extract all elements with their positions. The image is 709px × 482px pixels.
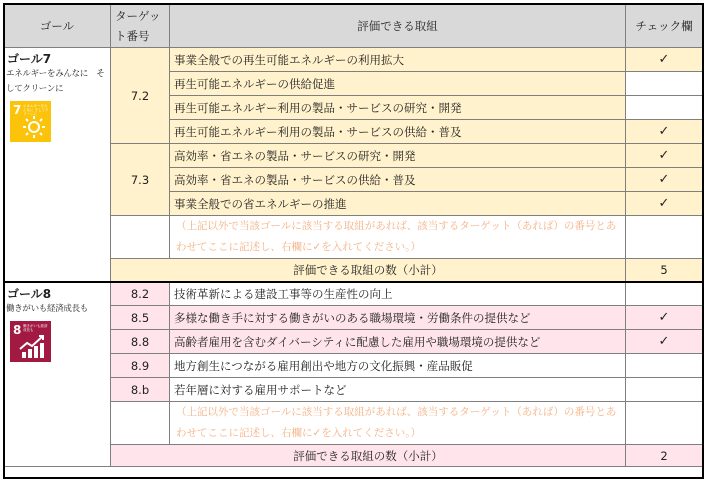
sdg8-icon-caption: 働きがいも経済成長も — [23, 323, 48, 332]
goal8-subtitle: 働きがいも経済成長も — [6, 303, 89, 314]
check-cell[interactable]: ✓ — [626, 192, 703, 216]
initiative-text: 高効率・省エネの製品・サービスの研究・開発 — [170, 144, 626, 168]
check-cell[interactable]: ✓ — [626, 330, 703, 354]
target-8-b: 8.b — [111, 378, 170, 402]
target-8-9: 8.9 — [111, 354, 170, 378]
target-7-3: 7.3 — [111, 144, 170, 216]
header-initiative: 評価できる取組 — [170, 4, 626, 48]
free-entry-note[interactable]: （上記以外で当該ゴールに該当する取組があれば、該当するターゲット（あれば）の番号とあわせてここに記述し、右欄に✓を入れてください。） — [170, 216, 626, 259]
check-cell[interactable]: ✓ — [626, 168, 703, 192]
initiative-text: 事業全般での再生可能エネルギーの利用拡大 — [170, 48, 626, 72]
subtotal-label: 評価できる取組の数（小計） — [111, 259, 626, 282]
goal8-title: ゴール8 — [7, 286, 52, 301]
sdg8-icon-number: 8 — [13, 322, 22, 337]
subtotal-label: 評価できる取組の数（小計） — [111, 445, 626, 467]
sdg7-icon-caption: エネルギーをみんなに そしてクリーンに — [23, 104, 49, 116]
initiative-text: 再生可能エネルギーの供給促進 — [170, 72, 626, 96]
initiative-text: 事業全般での省エネルギーの推進 — [170, 192, 626, 216]
initiative-text: 再生可能エネルギー利用の製品・サービスの供給・普及 — [170, 120, 626, 144]
initiative-text: 技術革新による建設工事等の生産性の向上 — [170, 282, 626, 306]
initiative-text: 高齢者雇用を含むダイバーシティに配慮した雇用や職場環境の提供など — [170, 330, 626, 354]
initiative-text: 若年層に対する雇用サポートなど — [170, 378, 626, 402]
target-7-2: 7.2 — [111, 48, 170, 144]
check-cell[interactable]: ✓ — [626, 48, 703, 72]
check-cell[interactable]: ✓ — [626, 144, 703, 168]
target-8-2: 8.2 — [111, 282, 170, 306]
free-entry-note[interactable]: （上記以外で当該ゴールに該当する取組があれば、該当するターゲット（あれば）の番号とあわせてここに記述し、右欄に✓を入れてください。） — [170, 402, 626, 445]
subtotal-value: 5 — [626, 259, 703, 282]
initiative-text: 高効率・省エネの製品・サービスの供給・普及 — [170, 168, 626, 192]
sdg7-icon-number: 7 — [13, 103, 22, 117]
check-cell[interactable]: ✓ — [626, 120, 703, 144]
target-8-5: 8.5 — [111, 306, 170, 330]
target-8-8: 8.8 — [111, 330, 170, 354]
header-check: チェック欄 — [626, 4, 703, 48]
goal7-title: ゴール7 — [7, 52, 52, 66]
header-goal: ゴール — [4, 4, 111, 48]
initiative-text: 再生可能エネルギー利用の製品・サービスの研究・開発 — [170, 96, 626, 120]
check-cell[interactable]: ✓ — [626, 306, 703, 330]
goal7-subtitle: エネルギーをみんなに そしてクリーンに — [6, 69, 105, 94]
initiative-text: 地方創生につながる雇用創出や地方の文化振興・産品販促 — [170, 354, 626, 378]
initiative-text: 多様な働き手に対する働きがいのある職場環境・労働条件の提供など — [170, 306, 626, 330]
header-target-number: ターゲット番号 — [111, 4, 170, 48]
subtotal-value: 2 — [626, 445, 703, 467]
table-outer-border — [3, 3, 704, 479]
